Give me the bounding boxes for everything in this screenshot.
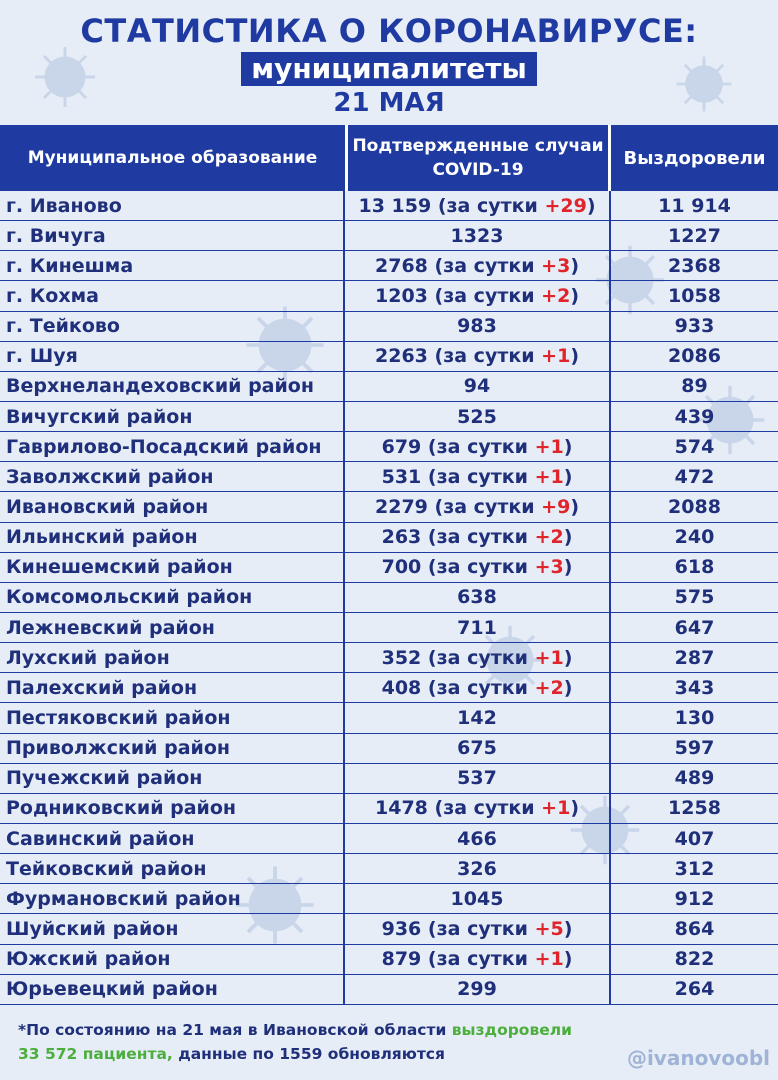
cases-value: 142	[457, 706, 497, 729]
cases-value: 408	[381, 676, 422, 699]
daily-increment: +1	[534, 948, 564, 971]
municipality-name: Савинский район	[0, 824, 345, 853]
cases-cell	[345, 794, 611, 823]
table-row	[0, 221, 778, 251]
table-row	[0, 462, 778, 492]
table-row	[0, 975, 778, 1005]
recovered-value: 2368	[668, 254, 721, 277]
daily-increment-suffix: )	[563, 676, 573, 699]
cases-cell	[345, 432, 611, 461]
cases-value: 352	[381, 646, 422, 669]
cases-value: 711	[457, 616, 497, 639]
recovered-value: 647	[674, 616, 715, 639]
municipality-name: г. Вичуга	[0, 221, 345, 250]
cases-value: 1045	[450, 887, 504, 910]
recovered-value: 11 914	[658, 194, 731, 217]
daily-increment-prefix: (за сутки	[427, 948, 535, 971]
cases-value: 700	[381, 556, 422, 579]
table-row	[0, 734, 778, 764]
recovered-value: 130	[674, 706, 715, 729]
cases-value: 94	[463, 375, 491, 398]
table-row	[0, 583, 778, 613]
table-row	[0, 432, 778, 462]
recovered-value: 574	[674, 435, 715, 458]
cases-cell	[345, 402, 611, 431]
recovered-value: 864	[674, 917, 715, 940]
recovered-value: 1227	[668, 224, 721, 247]
daily-increment-prefix: (за сутки	[434, 284, 542, 307]
recovered-value: 472	[674, 465, 715, 488]
municipality-name: Кинешемский район	[0, 553, 345, 582]
recovered-value: 407	[674, 827, 715, 850]
recovered-value: 1258	[668, 797, 721, 820]
daily-increment-prefix: (за сутки	[427, 556, 535, 579]
table-row	[0, 945, 778, 975]
cases-cell	[345, 613, 611, 642]
recovered-value: 1058	[668, 284, 721, 307]
cases-value: 537	[457, 767, 497, 790]
municipality-name: Верхнеландеховский район	[0, 372, 345, 401]
cases-cell	[345, 191, 611, 220]
municipality-name: г. Тейково	[0, 312, 345, 341]
municipality-name: Южский район	[0, 945, 345, 974]
daily-increment: +2	[541, 284, 571, 307]
daily-increment-suffix: )	[563, 465, 573, 488]
table-row	[0, 372, 778, 402]
cases-cell	[345, 342, 611, 371]
cases-cell	[345, 734, 611, 763]
table-header	[0, 125, 778, 191]
municipality-name: Палехский район	[0, 673, 345, 702]
municipality-name: Пучежский район	[0, 764, 345, 793]
column-header-cases: Подтвержденные случаи COVID-19	[345, 125, 611, 191]
recovered-value: 912	[674, 887, 715, 910]
municipality-name: Приволжский район	[0, 734, 345, 763]
municipality-name: г. Шуя	[0, 342, 345, 371]
daily-increment: +2	[534, 676, 564, 699]
footnote-text: *По состоянию на 21 мая в Ивановской области	[18, 1021, 452, 1039]
daily-increment-suffix: )	[586, 194, 596, 217]
daily-increment: +1	[541, 797, 571, 820]
cases-value: 679	[381, 435, 422, 458]
cases-value: 13 159	[358, 194, 432, 217]
daily-increment-suffix: )	[570, 254, 579, 277]
cases-value: 638	[457, 586, 497, 609]
cases-cell	[345, 462, 611, 491]
recovered-value: 822	[674, 948, 715, 971]
cases-value: 1323	[450, 224, 504, 247]
recovered-value: 933	[674, 315, 715, 338]
table-row	[0, 613, 778, 643]
cases-cell	[345, 281, 611, 310]
social-handle: @ivanovoobl	[626, 1046, 770, 1070]
cases-value: 2768	[375, 254, 428, 277]
table-row	[0, 764, 778, 794]
table-body	[0, 191, 778, 1005]
recovered-value: 2086	[668, 345, 721, 368]
recovered-value: 575	[674, 586, 715, 609]
cases-cell	[345, 372, 611, 401]
daily-increment-prefix: (за сутки	[427, 917, 535, 940]
daily-increment-suffix: )	[563, 948, 573, 971]
cases-value: 531	[381, 465, 422, 488]
cases-cell	[345, 553, 611, 582]
table-row	[0, 703, 778, 733]
cases-value: 466	[457, 827, 497, 850]
municipality-name: Фурмановский район	[0, 884, 345, 913]
daily-increment-prefix: (за сутки	[427, 435, 535, 458]
recovered-value: 343	[674, 676, 715, 699]
cases-value: 299	[457, 978, 497, 1001]
cases-value: 2279	[375, 495, 428, 518]
recovered-value: 240	[674, 526, 715, 549]
municipality-name: Пестяковский район	[0, 703, 345, 732]
municipality-name: Ивановский район	[0, 492, 345, 521]
table-row	[0, 402, 778, 432]
cases-cell	[345, 523, 611, 552]
cases-cell	[345, 251, 611, 280]
table-row	[0, 191, 778, 221]
daily-increment-suffix: )	[563, 435, 573, 458]
municipality-name: Лухский район	[0, 643, 345, 672]
municipality-name: Гаврилово-Посадский район	[0, 432, 345, 461]
recovered-value: 2088	[668, 495, 721, 518]
municipality-name: г. Иваново	[0, 191, 345, 220]
daily-increment-prefix: (за сутки	[434, 495, 542, 518]
municipality-name: Родниковский район	[0, 794, 345, 823]
cases-value: 525	[457, 405, 497, 428]
recovered-value: 597	[674, 737, 715, 760]
cases-value: 936	[381, 917, 422, 940]
daily-increment: +29	[544, 194, 587, 217]
cases-cell	[345, 643, 611, 672]
column-header-recovered: Выздоровели	[623, 147, 766, 169]
daily-increment: +5	[534, 917, 564, 940]
municipality-name: Тейковский район	[0, 854, 345, 883]
daily-increment: +1	[534, 465, 564, 488]
cases-value: 1478	[375, 797, 428, 820]
daily-increment-prefix: (за сутки	[437, 194, 545, 217]
daily-increment-prefix: (за сутки	[434, 254, 542, 277]
report-date: 21 МАЯ	[333, 88, 445, 118]
daily-increment-prefix: (за сутки	[434, 345, 542, 368]
cases-value: 2263	[375, 345, 428, 368]
daily-increment-suffix: )	[570, 345, 579, 368]
daily-increment: +1	[534, 646, 564, 669]
cases-cell	[345, 221, 611, 250]
table-row	[0, 553, 778, 583]
table-row	[0, 523, 778, 553]
table-row	[0, 824, 778, 854]
daily-increment-prefix: (за сутки	[427, 676, 535, 699]
table-row	[0, 673, 778, 703]
statistics-table	[0, 125, 778, 1005]
daily-increment-suffix: )	[570, 284, 579, 307]
table-row	[0, 643, 778, 673]
table-row	[0, 342, 778, 372]
cases-value: 1203	[375, 284, 428, 307]
municipality-name: Вичугский район	[0, 402, 345, 431]
daily-increment-prefix: (за сутки	[434, 797, 542, 820]
cases-cell	[345, 703, 611, 732]
municipality-name: г. Кинешма	[0, 251, 345, 280]
daily-increment-suffix: )	[563, 646, 573, 669]
footnote-recovered-word: выздоровели	[451, 1021, 572, 1039]
cases-cell	[345, 975, 611, 1004]
footnote-text-2: данные по 1559 обновляются	[172, 1045, 445, 1063]
cases-cell	[345, 312, 611, 341]
recovered-value: 312	[674, 857, 715, 880]
recovered-value: 89	[681, 375, 708, 398]
daily-increment-suffix: )	[570, 797, 579, 820]
cases-value: 879	[381, 948, 422, 971]
cases-value: 326	[457, 857, 497, 880]
daily-increment-prefix: (за сутки	[427, 646, 535, 669]
daily-increment-prefix: (за сутки	[427, 465, 535, 488]
municipality-name: Лежневский район	[0, 613, 345, 642]
daily-increment: +3	[534, 556, 564, 579]
daily-increment: +1	[541, 345, 571, 368]
recovered-value: 439	[674, 405, 715, 428]
table-row	[0, 312, 778, 342]
page-subtitle: муниципалитеты	[241, 52, 537, 86]
table-row	[0, 281, 778, 311]
municipality-name: Комсомольский район	[0, 583, 345, 612]
cases-cell	[345, 673, 611, 702]
cases-cell	[345, 854, 611, 883]
cases-value: 263	[381, 526, 422, 549]
daily-increment: +9	[541, 495, 571, 518]
cases-cell	[345, 583, 611, 612]
table-row	[0, 854, 778, 884]
recovered-value: 287	[674, 646, 715, 669]
cases-cell	[345, 884, 611, 913]
cases-cell	[345, 824, 611, 853]
table-row	[0, 884, 778, 914]
cases-cell	[345, 492, 611, 521]
recovered-value: 489	[674, 767, 715, 790]
cases-value: 983	[457, 315, 497, 338]
daily-increment-suffix: )	[563, 526, 573, 549]
daily-increment-suffix: )	[563, 556, 573, 579]
daily-increment: +1	[534, 435, 564, 458]
column-header-municipality: Муниципальное образование	[27, 148, 318, 168]
daily-increment: +3	[541, 254, 571, 277]
page-title: СТАТИСТИКА О КОРОНАВИРУСЕ:	[80, 12, 698, 50]
cases-cell	[345, 764, 611, 793]
municipality-name: г. Кохма	[0, 281, 345, 310]
daily-increment-suffix: )	[563, 917, 573, 940]
municipality-name: Юрьевецкий район	[0, 975, 345, 1004]
cases-cell	[345, 914, 611, 943]
table-row	[0, 794, 778, 824]
cases-value: 675	[457, 737, 497, 760]
municipality-name: Шуйский район	[0, 914, 345, 943]
recovered-value: 618	[674, 556, 715, 579]
recovered-value: 264	[674, 978, 715, 1001]
daily-increment-suffix: )	[570, 495, 579, 518]
table-row	[0, 251, 778, 281]
daily-increment: +2	[534, 526, 564, 549]
table-row	[0, 914, 778, 944]
table-row	[0, 492, 778, 522]
footnote-recovered-count: 33 572 пациента,	[18, 1045, 173, 1063]
daily-increment-prefix: (за сутки	[427, 526, 535, 549]
municipality-name: Ильинский район	[0, 523, 345, 552]
municipality-name: Заволжский район	[0, 462, 345, 491]
cases-cell	[345, 945, 611, 974]
footnote	[18, 1018, 648, 1066]
